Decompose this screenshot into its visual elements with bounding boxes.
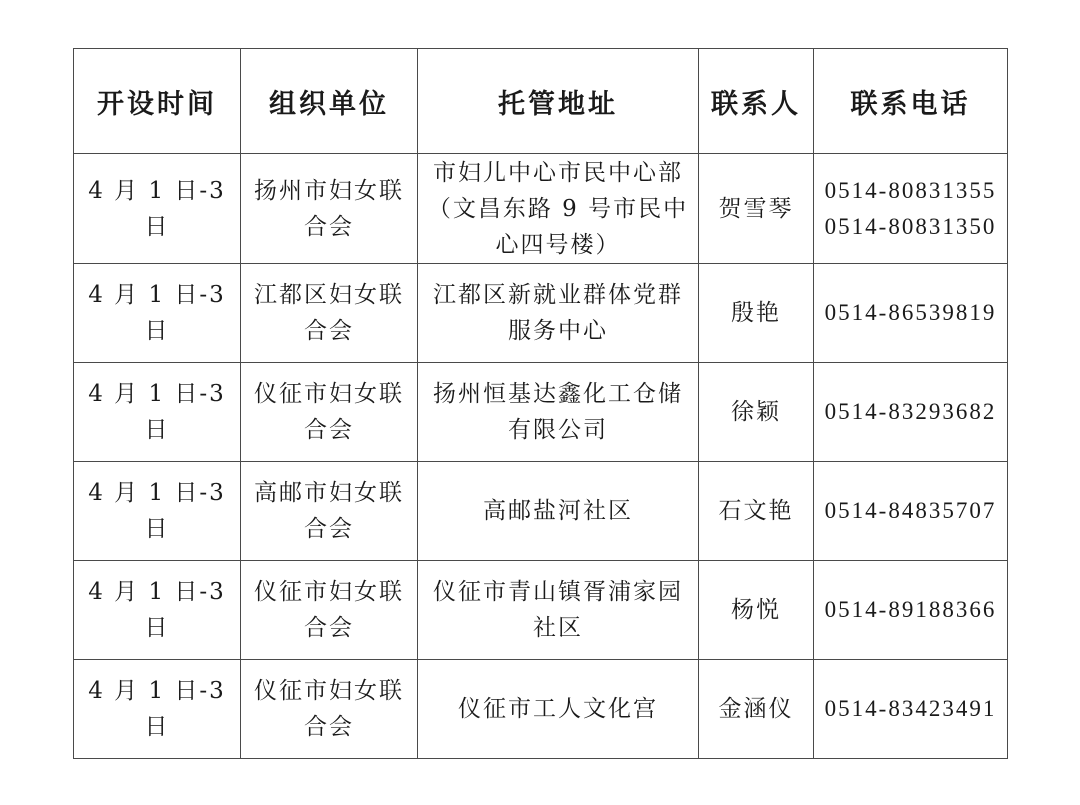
- cell-address-line: 高邮盐河社区: [483, 498, 633, 524]
- cell-address-line: 仪征市工人文化宫: [458, 696, 658, 722]
- table-row: [74, 264, 1008, 363]
- cell-phone: 0514-83293682: [814, 363, 1008, 462]
- cell-address-line: （文昌东路 9 号市民中: [427, 195, 689, 222]
- cell-contact: 石文艳: [699, 462, 814, 561]
- cell-address-line: 市妇儿中心市民中心部: [433, 159, 683, 186]
- table-row: [74, 154, 1008, 264]
- cell-org-line: 合会: [304, 714, 354, 740]
- schedule-table: [73, 48, 1008, 759]
- table-row: [74, 561, 1008, 660]
- cell-org: [241, 264, 418, 363]
- cell-phone-line: 0514-80831350: [824, 213, 997, 239]
- cell-contact: 贺雪琴: [699, 154, 814, 264]
- header-org: 组织单位: [241, 49, 418, 154]
- cell-phone: 0514-84835707: [814, 462, 1008, 561]
- cell-address-line: 社区: [533, 615, 583, 641]
- header-time: 开设时间: [74, 49, 241, 154]
- cell-address: [418, 154, 699, 264]
- cell-org-line: 合会: [304, 213, 354, 240]
- cell-org: [241, 462, 418, 561]
- cell-contact: 金涵仪: [699, 660, 814, 759]
- cell-org-line: 高邮市妇女联: [254, 480, 404, 506]
- cell-org-line: 江都区妇女联: [254, 282, 404, 308]
- cell-time: 4 月 1 日-3 日: [74, 561, 241, 660]
- cell-address-line: 扬州恒基达鑫化工仓储: [433, 381, 683, 407]
- cell-time: 4 月 1 日-3 日: [74, 363, 241, 462]
- cell-phone-line: 0514-80831355: [824, 177, 997, 203]
- cell-org-line: 仪征市妇女联: [254, 381, 404, 407]
- cell-contact: 徐颖: [699, 363, 814, 462]
- cell-phone: 0514-86539819: [814, 264, 1008, 363]
- cell-org-line: 合会: [304, 318, 354, 344]
- cell-org: [241, 363, 418, 462]
- cell-phone: 0514-83423491: [814, 660, 1008, 759]
- cell-address-line: 江都区新就业群体党群: [433, 282, 683, 308]
- table-row: [74, 462, 1008, 561]
- cell-address: [418, 363, 699, 462]
- cell-org-line: 仪征市妇女联: [254, 579, 404, 605]
- cell-address: [418, 462, 699, 561]
- cell-address: [418, 660, 699, 759]
- cell-time: 4 月 1 日-3 日: [74, 462, 241, 561]
- cell-org: [241, 154, 418, 264]
- header-phone: 联系电话: [814, 49, 1008, 154]
- cell-contact: 殷艳: [699, 264, 814, 363]
- cell-org-line: 合会: [304, 615, 354, 641]
- cell-org-line: 扬州市妇女联: [254, 177, 404, 204]
- cell-address-line: 有限公司: [508, 417, 608, 443]
- cell-phone: 0514-89188366: [814, 561, 1008, 660]
- cell-org: [241, 660, 418, 759]
- cell-org-line: 合会: [304, 417, 354, 443]
- cell-time: 4 月 1 日-3 日: [74, 264, 241, 363]
- cell-address-line: 仪征市青山镇胥浦家园: [433, 579, 683, 605]
- cell-org-line: 合会: [304, 516, 354, 542]
- cell-time: 4 月 1 日-3 日: [74, 154, 241, 264]
- header-row: [74, 49, 1008, 154]
- cell-time: 4 月 1 日-3 日: [74, 660, 241, 759]
- cell-org-line: 仪征市妇女联: [254, 678, 404, 704]
- cell-org: [241, 561, 418, 660]
- header-contact: 联系人: [699, 49, 814, 154]
- cell-address-line: 心四号楼）: [495, 231, 621, 258]
- cell-contact: 杨悦: [699, 561, 814, 660]
- table-row: [74, 660, 1008, 759]
- cell-address-line: 服务中心: [508, 318, 608, 344]
- header-address: 托管地址: [418, 49, 699, 154]
- cell-phone: [814, 154, 1008, 264]
- cell-address: [418, 561, 699, 660]
- cell-address: [418, 264, 699, 363]
- table-row: [74, 363, 1008, 462]
